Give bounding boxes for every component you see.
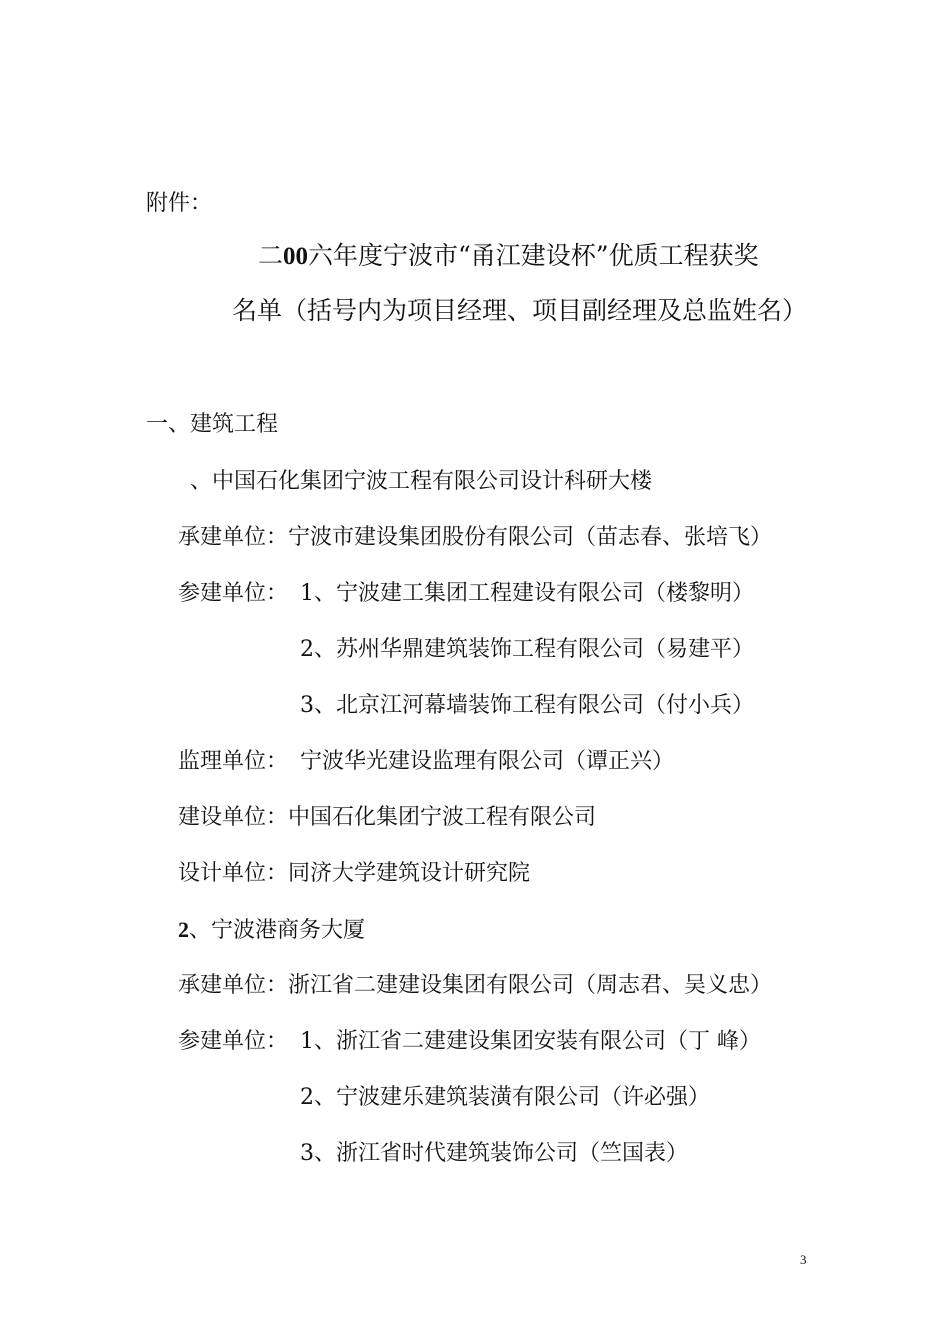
project2-participant-1: 1、浙江省二建建设集团安装有限公司（丁 峰） xyxy=(300,1029,761,1054)
project1-participants-label: 参建单位： xyxy=(178,581,289,606)
document-title-line1 xyxy=(258,240,759,273)
project1-supervisor: 宁波华光建设监理有限公司（谭正兴） xyxy=(300,749,675,774)
project2-number: 2 xyxy=(178,917,189,942)
project1-owner: 建设单位：中国石化集团宁波工程有限公司 xyxy=(178,805,597,830)
project2-contractor: 承建单位：浙江省二建建设集团有限公司（周志君、吴义忠） xyxy=(178,973,773,998)
attachment-label: 附件： xyxy=(146,191,213,216)
project1-supervisor-label: 监理单位： xyxy=(178,749,289,774)
section-heading: 一、建筑工程 xyxy=(146,412,279,437)
document-title-line2: 名单（括号内为项目经理、项目副经理及总监姓名） xyxy=(232,296,808,325)
project1-title: 、中国石化集团宁波工程有限公司设计科研大楼 xyxy=(190,469,653,494)
project2-participant-2: 2、宁波建乐建筑装潢有限公司（许必强） xyxy=(300,1085,710,1110)
project1-participant-1: 1、宁波建工集团工程建设有限公司（楼黎明） xyxy=(300,581,754,606)
project2-participant-3: 3、浙江省时代建筑装饰公司（竺国表） xyxy=(300,1141,688,1166)
project2-title xyxy=(178,916,365,945)
title-number: 00 xyxy=(283,243,309,270)
page-number: 3 xyxy=(800,1252,807,1267)
title-suffix: 六年度宁波市“甬江建设杯”优质工程获奖 xyxy=(308,241,759,270)
project1-contractor: 承建单位：宁波市建设集团股份有限公司（苗志春、张培飞） xyxy=(178,525,773,550)
project1-designer: 设计单位：同济大学建筑设计研究院 xyxy=(178,861,531,886)
title-prefix: 二 xyxy=(258,241,284,270)
project1-participant-2: 2、苏州华鼎建筑装饰工程有限公司（易建平） xyxy=(300,637,754,662)
project1-participant-3: 3、北京江河幕墙装饰工程有限公司（付小兵） xyxy=(300,693,754,718)
project2-participants-label: 参建单位： xyxy=(178,1029,289,1054)
project2-title-text: 、宁波港商务大厦 xyxy=(189,918,366,943)
